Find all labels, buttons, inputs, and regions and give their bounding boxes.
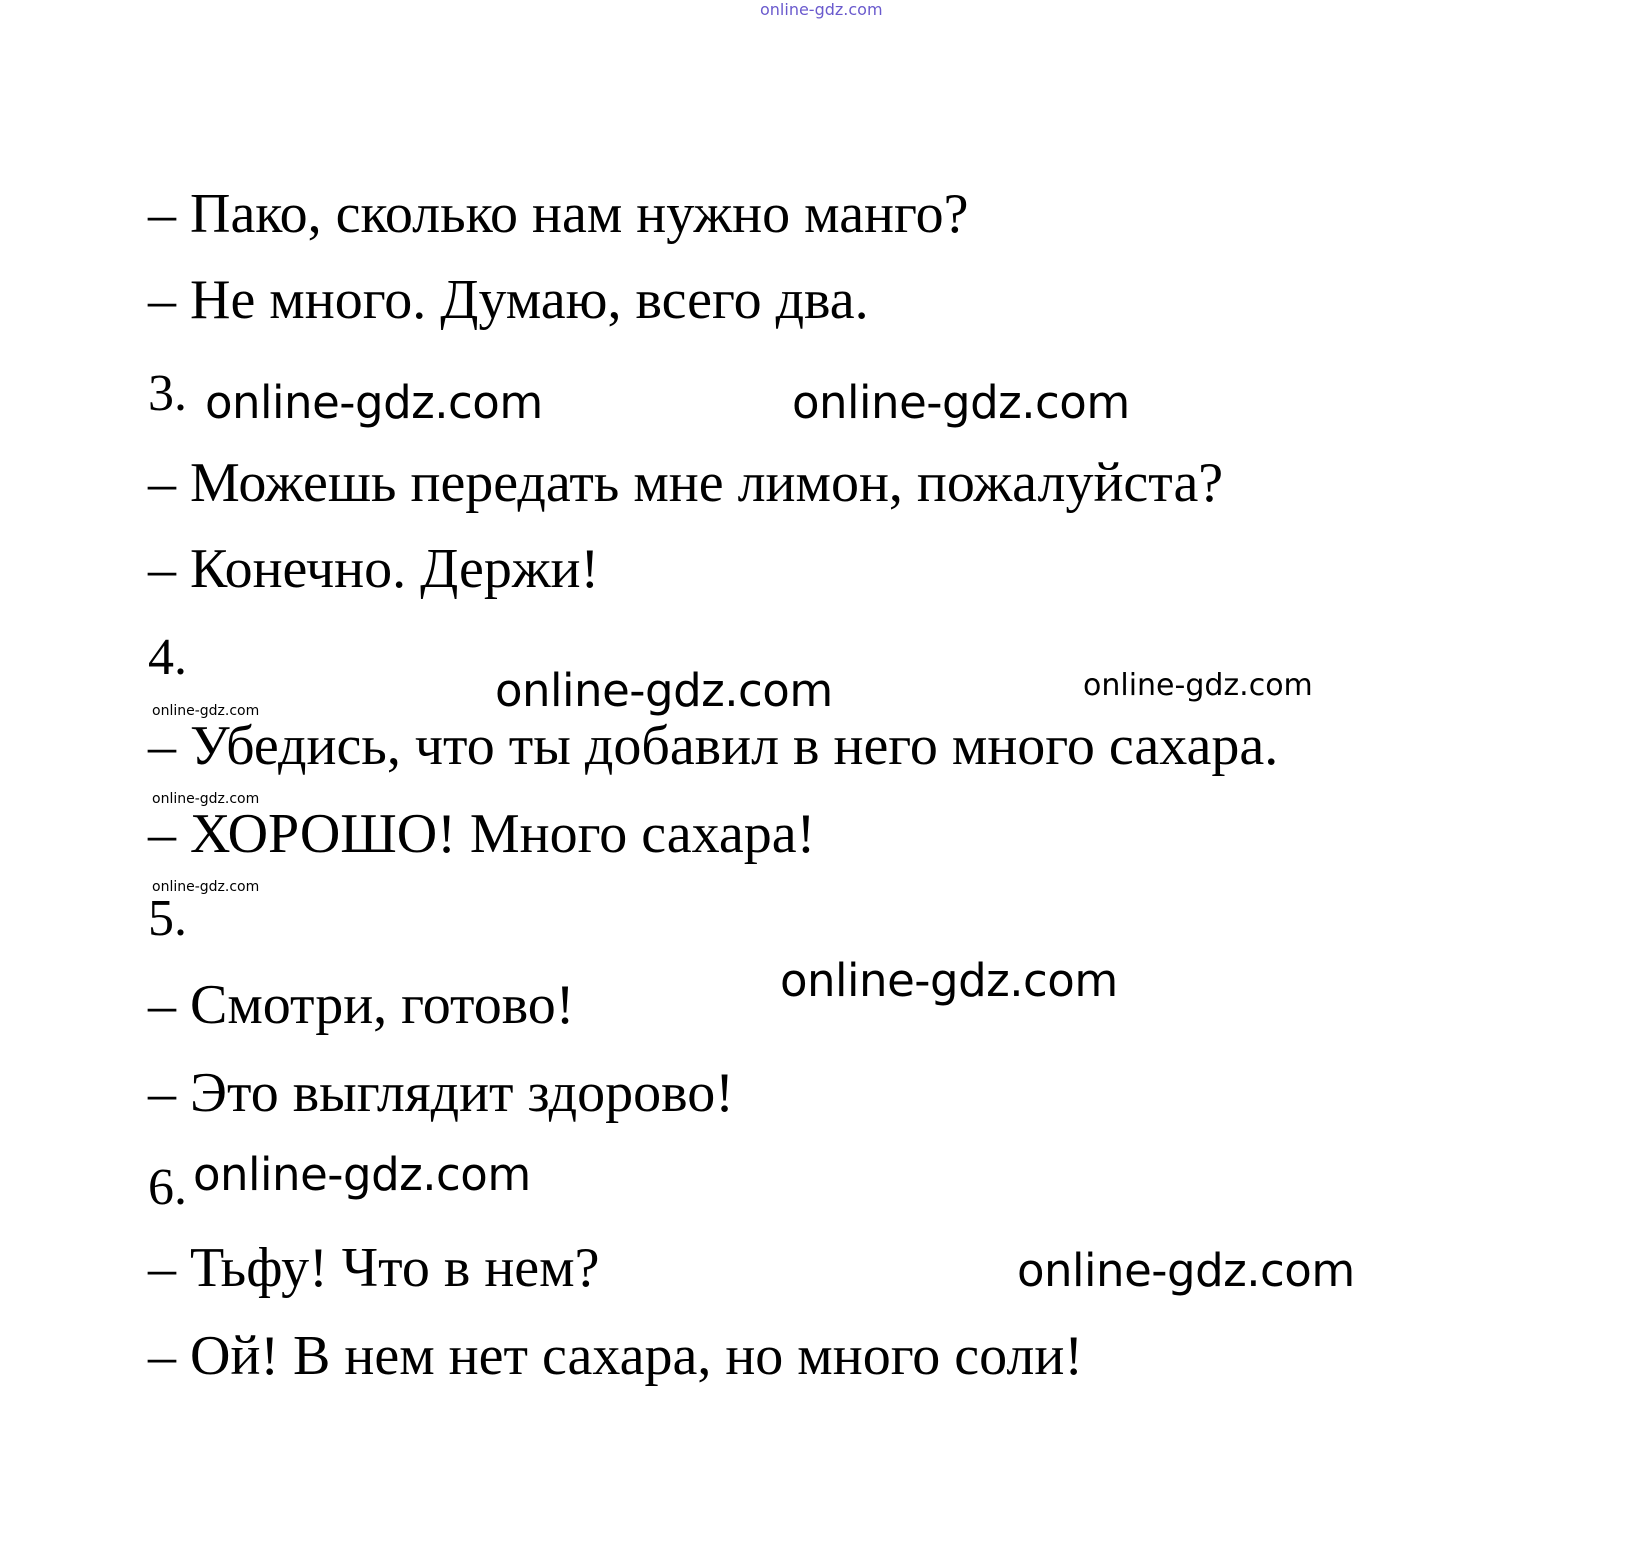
item-number: 5.	[148, 890, 187, 947]
dialogue-line: – Тьфу! Что в нем?	[148, 1237, 600, 1299]
item-number: 4.	[148, 629, 187, 686]
watermark: online-gdz.com	[780, 954, 1118, 1007]
watermark: online-gdz.com	[1083, 668, 1313, 703]
dialogue-line: – ХОРОШО! Много сахара!	[148, 803, 816, 865]
watermark: online-gdz.com	[792, 376, 1130, 429]
dialogue-line: – Не много. Думаю, всего два.	[148, 269, 869, 331]
watermark-small: online-gdz.com	[152, 703, 260, 719]
watermark-small: online-gdz.com	[152, 791, 260, 807]
watermark: online-gdz.com	[205, 376, 543, 429]
item-number: 3.	[148, 365, 187, 422]
watermark: online-gdz.com	[495, 664, 833, 717]
dialogue-line: – Смотри, готово!	[148, 974, 575, 1036]
dialogue-line: – Пако, сколько нам нужно манго?	[148, 183, 969, 245]
watermark: online-gdz.com	[1017, 1244, 1355, 1297]
header-watermark: online-gdz.com	[760, 0, 883, 19]
dialogue-line: – Это выглядит здорово!	[148, 1062, 734, 1124]
dialogue-line: – Ой! В нем нет сахара, но много соли!	[148, 1325, 1083, 1387]
dialogue-line: – Можешь передать мне лимон, пожалуйста?	[148, 452, 1224, 514]
item-number: 6.	[148, 1159, 187, 1216]
watermark: online-gdz.com	[193, 1148, 531, 1201]
dialogue-line: – Конечно. Держи!	[148, 538, 600, 600]
dialogue-line: – Убедись, что ты добавил в него много сахара.	[148, 715, 1279, 777]
watermark-small: online-gdz.com	[152, 879, 260, 895]
